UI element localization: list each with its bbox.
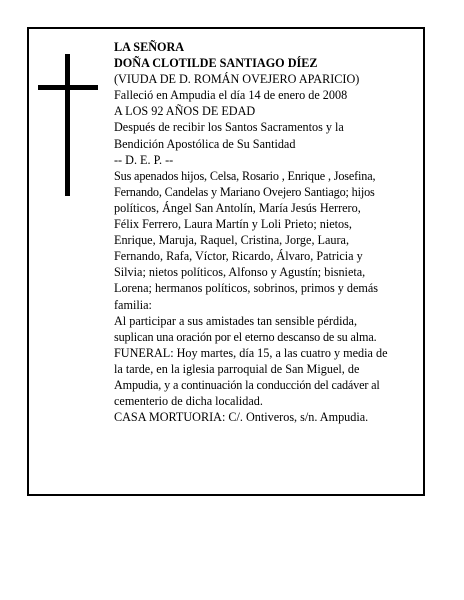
- death-date-line: Falleció en Ampudia el día 14 de enero de 2008: [114, 88, 348, 103]
- obituary-text: [114, 39, 414, 425]
- family-line-1: Sus apenados hijos, Celsa, Rosario , Enrique , Josefina,: [114, 168, 376, 183]
- notice-heading-title: LA SEÑORA: [114, 40, 185, 54]
- funeral-line-3: Ampudia, y a continuación la conducción del cadáver al: [114, 377, 380, 392]
- announcement-line-2: suplican una oración por el eterno descanso de su alma.: [114, 329, 377, 344]
- cross-horizontal-bar: [38, 85, 98, 90]
- family-line-2: Fernando, Candelas y Mariano Ovejero Santiago; hijos: [114, 184, 375, 199]
- sacraments-line-2: Bendición Apostólica de Su Santidad: [114, 136, 296, 151]
- family-line-7: Silvia; nietos políticos, Alfonso y Agustín; bisnieta,: [114, 265, 366, 280]
- widow-of-line: (VIUDA DE D. ROMÁN OVEJERO APARICIO): [114, 72, 360, 87]
- cross-vertical-bar: [65, 54, 70, 196]
- family-line-9: familia:: [114, 297, 152, 312]
- family-line-4: Félix Ferrero, Laura Martín y Loli Prieto; nietos,: [114, 217, 352, 232]
- rip-line: -- D. E. P. --: [114, 152, 174, 167]
- family-line-5: Enrique, Maruja, Raquel, Cristina, Jorge, Laura,: [114, 233, 349, 248]
- announcement-line-1: Al participar a sus amistades tan sensible pérdida,: [114, 313, 358, 328]
- funeral-line-2: la tarde, en la iglesia parroquial de San Miguel, de: [114, 361, 360, 376]
- funeral-line-1: FUNERAL: Hoy martes, día 15, a las cuatro y media de: [114, 345, 388, 360]
- family-line-3: políticos, Ángel San Antolín, María Jesús Herrero,: [114, 200, 361, 215]
- funeral-home-line: CASA MORTUORIA: C/. Ontiveros, s/n. Ampudia.: [114, 410, 369, 425]
- sacraments-line-1: Después de recibir los Santos Sacramentos y la: [114, 120, 344, 135]
- funeral-line-4: cementerio de dicha localidad.: [114, 394, 263, 409]
- deceased-name: DOÑA CLOTILDE SANTIAGO DÍEZ: [114, 56, 318, 71]
- latin-cross-icon: [38, 54, 98, 196]
- family-line-6: Fernando, Rafa, Víctor, Ricardo, Álvaro, Patricia y: [114, 249, 363, 264]
- family-line-8: Lorena; hermanos políticos, sobrinos, primos y demás: [114, 281, 379, 296]
- age-line: A LOS 92 AÑOS DE EDAD: [114, 104, 256, 119]
